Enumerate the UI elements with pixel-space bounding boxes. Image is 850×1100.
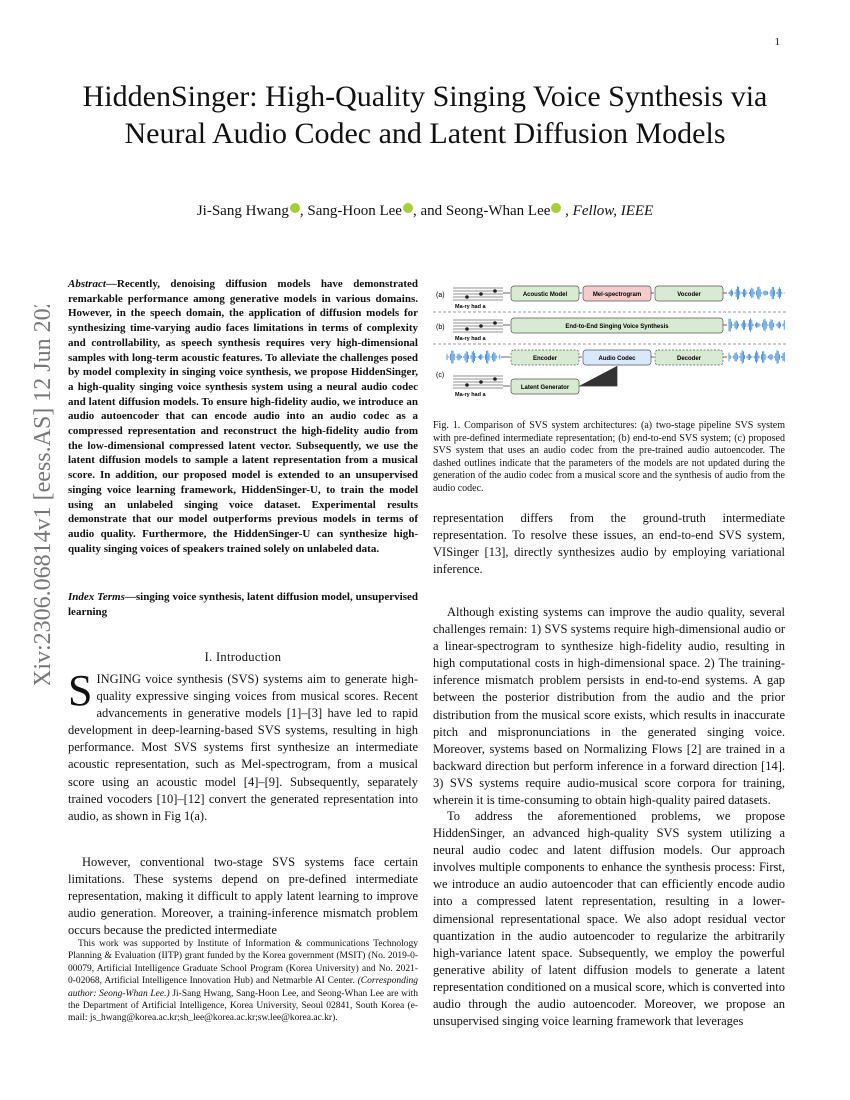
lyrics-text: Ma-ry had a bbox=[455, 392, 486, 398]
row-label-b: (b) bbox=[436, 324, 445, 331]
waveform-icon bbox=[729, 318, 784, 332]
arxiv-stamp bbox=[20, 305, 60, 685]
waveform-icon bbox=[729, 350, 784, 364]
figure-1 bbox=[433, 280, 788, 410]
intro-paragraph-2: However, conventional two-stage SVS systems face certain limitations. These systems depend on pre-defined intermediate representation, making it difficult to apply latent learning to improve audio generation. Moreover, a training-inference mismatch problem occurs because the predicted intermediate bbox=[68, 855, 418, 938]
right-paragraph-2: Although existing systems can improve the audio quality, several challenges remain: 1) SVS systems require high-dimensional audio or a linear-spectrogram to synthesize high-fidelity audio, resulting in high computational costs in high-dimensional space. 2) The training-inference mismatch problem persists in end-to-end systems. A gap between the posterior distribution from the audio and the prior distribution from the musical score exists, which results in inaccurate pitch and mispronunciations in the generated singing voice. Moreover, systems based on Normalizing Flows [2] are trained in a backward direction but perform inference in a forward direction [14]. 3) SVS systems require audio-musical score corpora for training, wherein it is time-consuming to obtain high-quality paired datasets. bbox=[433, 605, 785, 808]
orcid-icon[interactable] bbox=[403, 203, 413, 213]
section-heading: I. Introduction bbox=[204, 650, 282, 664]
vocoder-label: Vocoder bbox=[677, 292, 701, 298]
footnote bbox=[68, 938, 418, 1025]
page-number: 1 bbox=[774, 36, 780, 48]
author-1: Ji-Sang Hwang bbox=[196, 203, 289, 219]
index-terms bbox=[68, 590, 418, 619]
footnote-corresponding: (Corresponding author: Seong-Whan Lee.) bbox=[68, 976, 418, 999]
intro-paragraph-1 bbox=[68, 666, 418, 825]
waveform-icon bbox=[447, 350, 500, 363]
abstract-label: Abstract bbox=[68, 278, 106, 290]
footnote-affiliation: Ji-Sang Hwang, Sang-Hoon Lee, and Seong-Whan Lee are with the Department of Artificial Intelligence, Korea University, Seoul 02841, South Korea (e-mail: js_hwang@korea.ac.kr;sh_lee@korea.ac.kr;sw.lee@korea.ac.kr). bbox=[68, 988, 418, 1024]
dropcap: S bbox=[68, 666, 93, 715]
lyrics-text: Ma-ry had a bbox=[455, 304, 486, 310]
orcid-icon[interactable] bbox=[290, 203, 300, 213]
index-terms-label: Index Terms bbox=[68, 591, 125, 603]
index-terms-text: —singing voice synthesis, latent diffusion model, unsupervised learning bbox=[68, 591, 418, 618]
latent-generator-label: Latent Generator bbox=[520, 385, 570, 391]
acoustic-model-label: Acoustic Model bbox=[522, 292, 568, 298]
abstract bbox=[68, 277, 418, 556]
row-label-a: (a) bbox=[436, 292, 445, 299]
orcid-icon[interactable] bbox=[551, 203, 561, 213]
right-paragraph-3: To address the aforementioned problems, we propose HiddenSinger, an advanced high-quality SVS system utilizing a neural audio codec and latent diffusion models. Our approach involves multiple components to enhance the synthesis process: First, we introduce an audio autoencoder that can efficiently encode audio into a compressed latent representation, resulting in a lower-dimensional representational space. We also adopt residual vector quantization in the audio autoencoder to regularize the arbitrarily high-variance latent space. Subsequently, we employ the powerful generative ability of latent diffusion models to generate a latent representation conditioned on a musical score, which is converted into audio through the audio autoencoder. Moreover, we propose an unsupervised singing voice learning framework that leverages bbox=[433, 809, 785, 1029]
mel-spectrogram-label: Mel-spectrogram bbox=[592, 292, 642, 298]
musical-score-icon bbox=[453, 320, 503, 332]
audio-codec-label: Audio Codec bbox=[598, 356, 636, 362]
author-line: Ji-Sang Hwang , Sang-Hoon Lee , and Seong-Whan Lee , Fellow, IEEE bbox=[196, 203, 654, 219]
footnote-funding: This work was supported by Institute of Information & communications Technology Planning & Evaluation (IITP) grant funded by the Korea government (MSIT) (No. 2019-0-00079, Artificial Intelligence Graduate School Program (Korea University) and No. 2021-0-02068, Artificial Intelligence Innovation Hub) and Netmarble AI Center. bbox=[68, 939, 418, 987]
waveform-icon bbox=[729, 286, 784, 300]
decoder-label: Decoder bbox=[676, 356, 702, 362]
right-paragraph-1: representation differs from the ground-truth intermediate representation. To resolve these issues, an end-to-end SVS system, VISinger [13], directly synthesizes audio by employing variational inference. bbox=[433, 511, 785, 577]
intro-p1-text: INGING voice synthesis (SVS) systems aim to generate high-quality expressive singing voices from musical scores. Recent advancements in generative models [1]–[3] have led to rapid development in deep-learning-based SVS systems, resulting in high performance. Most SVS systems first synthesize an intermediate acoustic representation, such as Mel-spectrogram, from a musical score using an acoustic model [4]–[9]. Subsequently, separately trained vocoders [10]–[12] convert the generated representation into audio, as shown in Fig 1(a). bbox=[68, 672, 418, 823]
musical-score-icon bbox=[453, 376, 503, 388]
flow-arrows bbox=[501, 293, 727, 386]
e2e-label: End-to-End Singing Voice Synthesis bbox=[565, 324, 669, 330]
row-label-c: (c) bbox=[436, 372, 445, 379]
arxiv-stamp-text: arXiv:2306.06814v1 [eess.AS] 12 Jun 2023 bbox=[30, 305, 56, 685]
encoder-label: Encoder bbox=[532, 356, 558, 362]
paper-title: HiddenSinger: High-Quality Singing Voice Synthesis via Neural Audio Codec and Latent Diffusion Models bbox=[82, 80, 768, 150]
lyrics-text: Ma-ry had a bbox=[455, 336, 486, 342]
author-2: Sang-Hoon Lee bbox=[307, 203, 402, 219]
author-fellow: , Fellow, IEEE bbox=[561, 203, 654, 219]
figure-caption: Fig. 1. Comparison of SVS system architectures: (a) two-stage pipeline SVS system with pre-defined intermediate representation; (b) end-to-end SVS system; (c) proposed SVS system that uses an audio codec from the pre-trained audio autoencoder. The dashed outlines indicate that the parameters of the models are not updated during the generation of the audio codec from a musical score and the synthesis of audio from the audio codec. bbox=[433, 420, 785, 494]
musical-score-icon bbox=[453, 288, 503, 300]
author-3: , and Seong-Whan Lee bbox=[412, 203, 551, 219]
abstract-text: —Recently, denoising diffusion models have demonstrated remarkable performance among generative models in various domains. However, in the speech domain, the application of diffusion models for synthesizing time-varying audio faces limitations in terms of complexity and controllability, as speech synthesis requires very high-dimensional samples with long-term acoustic features. To alleviate the challenges posed by model complexity in singing voice synthesis, we propose HiddenSinger, a high-quality singing voice synthesis system using a neural audio codec and latent diffusion models. To ensure high-fidelity audio, we introduce an audio autoencoder that can encode audio into an audio codec as a compressed representation and reconstruct the high-fidelity audio from the low-dimensional compressed latent vector. Subsequently, we use the latent diffusion models to sample a latent representation from a musical score. In addition, our proposed model is extended to an unsupervised singing voice learning framework, HiddenSinger-U, to train the model using an unlabeled singing voice dataset. Experimental results demonstrate that our model outperforms previous models in terms of audio quality. Furthermore, the HiddenSinger-U can synthesize high-quality singing voices of speakers trained solely on unlabeled data. bbox=[68, 278, 418, 555]
